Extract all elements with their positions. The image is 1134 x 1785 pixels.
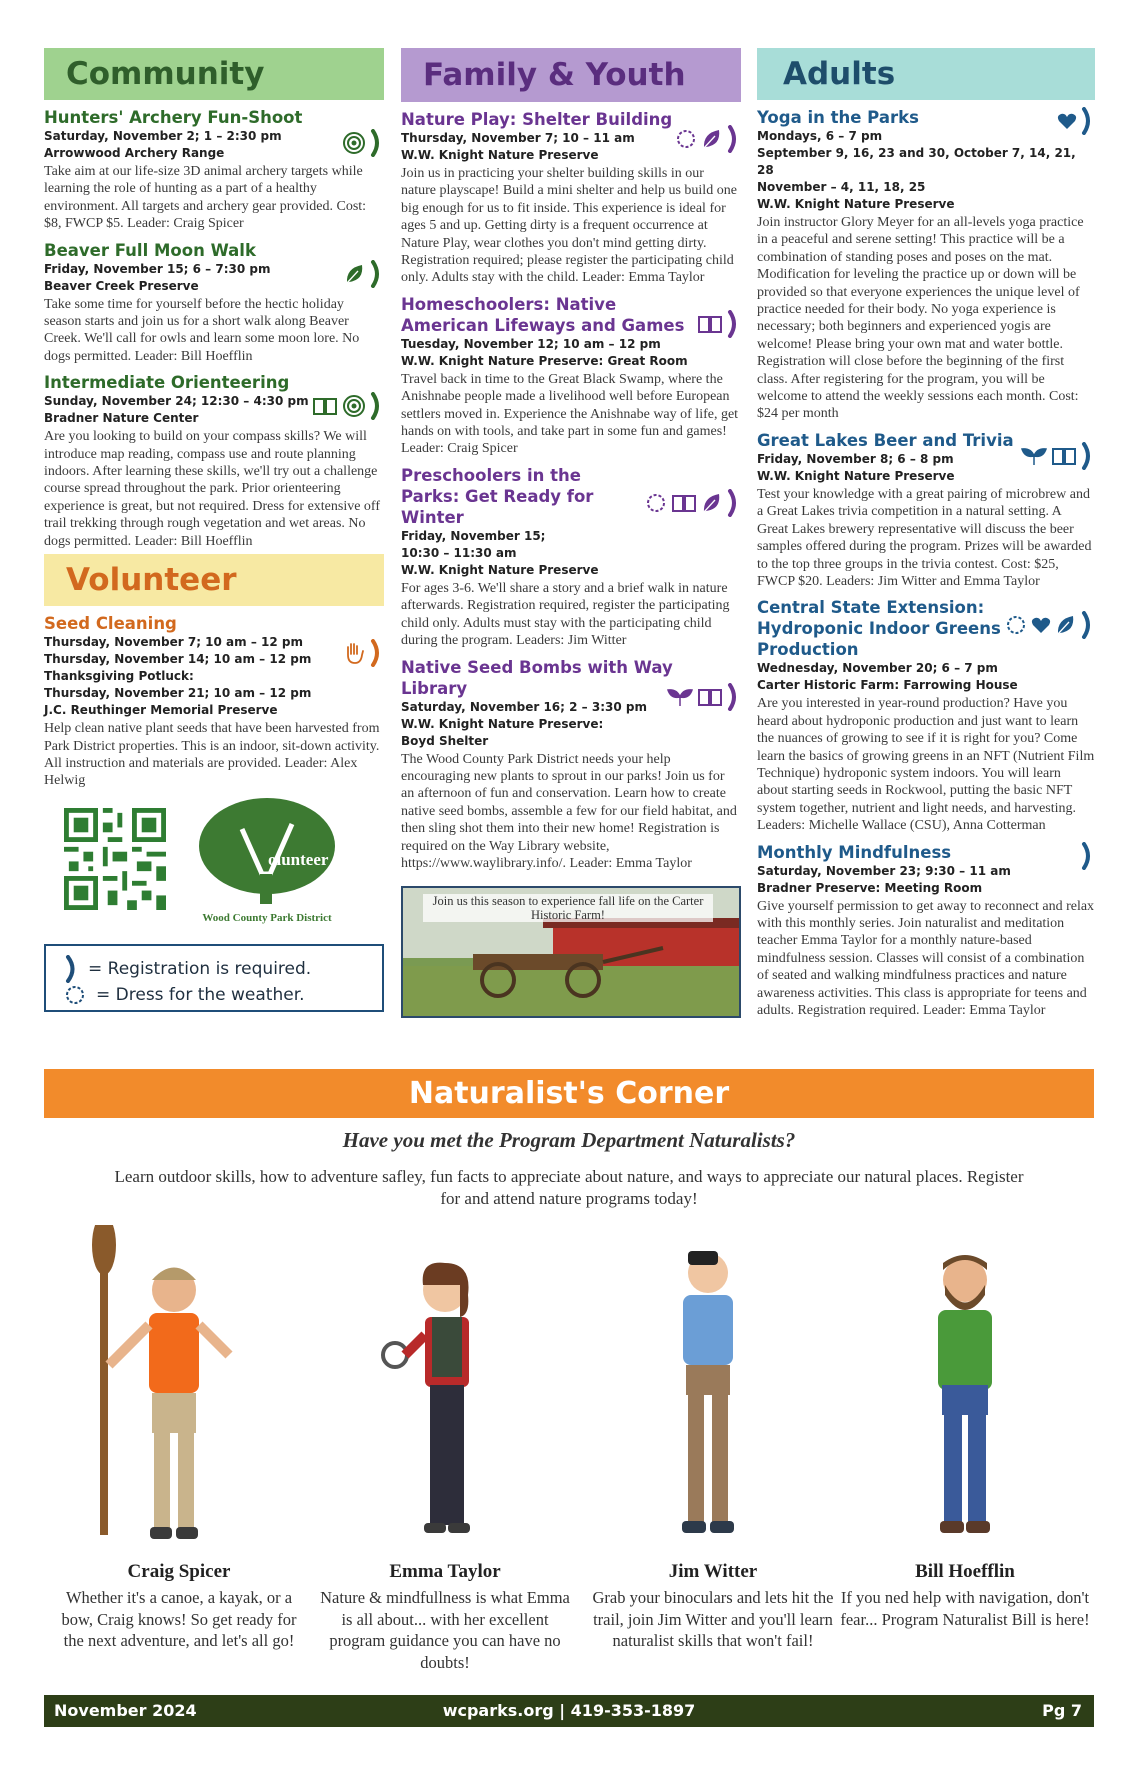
leaf-icon	[701, 491, 723, 515]
registration-phone-icon	[1081, 842, 1093, 870]
naturalist-card	[840, 1225, 1090, 1630]
leaf-icon	[701, 127, 723, 151]
event-date: Sunday, November 24; 12:30 – 4:30 pm	[44, 394, 309, 409]
farm-photo-caption: Join us this season to experience fall life on the Carter Historic Farm!	[423, 894, 713, 922]
naturalist-banner: Naturalist's Corner	[44, 1069, 1094, 1118]
naturalist-name: Craig Spicer	[127, 1561, 231, 1582]
event-homeschoolers	[401, 294, 741, 458]
legend-weather-text: = Dress for the weather.	[96, 984, 305, 1005]
community-column	[44, 48, 384, 1012]
event-description: The Wood County Park District needs your help encouraging new plants to sprout in our parks! Join us for an afternoon of fun and conservation. Learn how to create native seed bombs, assemble a few for our field habitat, and then sling shot them into their new home! Registration is required on the Way Library website, https://www.waylibrary.info/. Leader: Emma Taylor	[401, 751, 737, 871]
event-date: Friday, November 15; 6 – 7:30 pm	[44, 261, 271, 276]
event-title: Homeschoolers: Native American Lifeways and Games	[401, 294, 685, 335]
event-icons	[312, 392, 382, 420]
event-title: Seed Cleaning	[44, 614, 177, 634]
binoculars-person-illustration	[588, 1225, 838, 1555]
registration-phone-icon	[727, 125, 739, 153]
event-archery	[44, 107, 384, 233]
sun-weather-icon	[1005, 614, 1027, 636]
event-description: Take some time for yourself before the hectic holiday season starts and join us for a short walk along Beaver Creek. We'll call for owls and learn some moon lore. No dogs permitted. Leader: Bill Hoefflin	[44, 296, 360, 364]
event-icons	[645, 489, 739, 517]
event-description: Join us in practicing your shelter building skills in our nature playscape! Build a mini shelter and help us build one big enough for us to fit inside. This experience is ideal for ages 5 and up. Getting dirty is a frequent occurrence at Nature Play, wear clothes you don't mind getting dirty. Registration required; please register the participating child only. Adults stay with the child. Leader: Emma Taylor	[401, 166, 737, 286]
naturalist-intro: Learn outdoor skills, how to adventure safley, fun facts to appreciate about nature, and ways to appreciate our natural places. Register for and attend nature programs today!	[114, 1167, 1024, 1208]
footer-date: November 2024	[54, 1701, 197, 1720]
kayak-paddle-person-illustration	[54, 1225, 304, 1555]
event-location: Arrowwood Archery Range	[44, 146, 225, 160]
book-icon	[312, 396, 338, 416]
event-description: For ages 3-6. We'll share a story and a brief walk in nature afterwards. Registration required, register the participating child only. Adults must stay with the participating child during the program. Leaders: Jim Witter	[401, 580, 730, 649]
event-date: Saturday, November 2; 1 – 2:30 pm	[44, 129, 282, 143]
naturalist-name: Jim Witter	[668, 1561, 758, 1582]
legend-registration-text: = Registration is required.	[88, 958, 312, 979]
event-shelter-building	[401, 109, 741, 287]
event-icons	[1005, 611, 1093, 639]
event-location: W.W. Knight Nature Preserve: Great Room	[401, 353, 688, 368]
registration-phone-icon	[1081, 442, 1093, 470]
target-icon	[342, 131, 366, 155]
event-icons	[1021, 442, 1093, 470]
event-description: Are you interested in year-round production? Have you heard about hydroponic production and just want to learn the nuances of growing to see if it is right for you? Come learn the basics of growing greens in an NFT (Nutrient Film Technique) hydroponic system indoors. You will learn about starting seeds in Rockwool, putting the basic NFT system together, nutrient and light needs, and harvesting. Leaders: Michelle Wallace (CSU), Anna Cotterman	[757, 696, 1095, 834]
event-mindfulness	[757, 842, 1095, 1020]
registration-phone-icon	[64, 955, 78, 983]
volunteer-heading: Volunteer	[44, 554, 384, 606]
event-description: Help clean native plant seeds that have been harvested from Park District properties. This is an indoor, sit-down activity. All instruction and materials are provided. Leader: Alex Helwig	[44, 721, 380, 789]
event-title: Native Seed Bombs with Way Library	[401, 657, 673, 698]
event-date: Tuesday, November 12; 10 am – 12 pm	[401, 336, 661, 351]
farm-photo	[401, 886, 741, 1018]
event-date: Thanksgiving Potluck:	[44, 669, 194, 684]
naturalist-description: If you ned help with navigation, don't fear... Program Naturalist Bill is here!	[840, 1588, 1090, 1629]
event-description: Travel back in time to the Great Black Swamp, where the Anishnabe people made a livelihood well before European settlers moved in. Experience the Anishnabe way of life, get hands on with tools, and take part in some fun and games! Leader: Craig Spicer	[401, 371, 739, 457]
registration-phone-icon	[727, 683, 739, 711]
event-date: September 9, 16, 23 and 30, October 7, 14, 21, 28	[757, 146, 1076, 177]
event-hydroponic	[757, 597, 1095, 834]
sun-weather-icon	[675, 128, 697, 150]
leaf-icon	[1055, 613, 1077, 637]
event-icons	[344, 260, 382, 288]
book-icon	[697, 687, 723, 707]
event-icons	[342, 129, 382, 157]
event-title: Intermediate Orienteering	[44, 373, 290, 393]
adults-column	[757, 48, 1095, 1019]
event-icons	[342, 639, 382, 667]
event-seed-bombs	[401, 657, 741, 873]
naturalist-subheading: Have you met the Program Department Naturalists?	[342, 1128, 796, 1152]
event-location: J.C. Reuthinger Memorial Preserve	[44, 703, 278, 718]
naturalist-description: Whether it's a canoe, a kayak, or a bow, Craig knows! So get ready for the next adventure, and let's all go!	[61, 1588, 297, 1650]
sun-weather-icon	[64, 984, 86, 1006]
event-preschoolers	[401, 465, 741, 650]
naturalist-card	[320, 1225, 570, 1673]
page-footer	[44, 1695, 1094, 1727]
event-date: Friday, November 8; 6 – 8 pm	[757, 451, 954, 466]
family-column	[401, 48, 741, 1018]
naturalist-description: Nature & mindfullness is what Emma is all about... with her excellent program guidance you can have no doubts!	[320, 1588, 570, 1672]
naturalist-card	[588, 1225, 838, 1652]
event-icons	[1057, 107, 1093, 135]
event-moon-walk	[44, 240, 384, 366]
family-heading: Family & Youth	[401, 48, 741, 102]
event-date: Wednesday, November 20; 6 – 7 pm	[757, 661, 998, 676]
event-icons	[667, 683, 739, 711]
event-date: Mondays, 6 – 7 pm	[757, 129, 883, 143]
registration-phone-icon	[727, 310, 739, 338]
compass-person-illustration	[840, 1225, 1090, 1555]
event-icons	[1081, 842, 1093, 870]
event-date: November – 4, 11, 18, 25	[757, 180, 926, 194]
adults-heading: Adults	[757, 48, 1095, 100]
qr-code-icon[interactable]	[64, 808, 166, 910]
legend-weather	[64, 982, 368, 1008]
legend-registration	[64, 956, 368, 982]
event-seed-cleaning	[44, 613, 384, 790]
event-title: Yoga in the Parks	[757, 108, 919, 127]
event-yoga	[757, 107, 1095, 423]
event-orienteering	[44, 372, 384, 550]
event-time: 10:30 – 11:30 am	[401, 545, 517, 560]
event-location: Bradner Preserve: Meeting Room	[757, 880, 983, 895]
event-title: Nature Play: Shelter Building	[401, 110, 673, 129]
event-location: W.W. Knight Nature Preserve	[401, 562, 599, 577]
sprout-icon	[667, 687, 693, 707]
event-title: Monthly Mindfulness	[757, 842, 952, 862]
event-location: Beaver Creek Preserve	[44, 278, 199, 293]
hand-icon	[342, 641, 366, 665]
naturalist-figure	[54, 1225, 304, 1555]
registration-phone-icon	[370, 260, 382, 288]
event-date: Thursday, November 14; 10 am – 12 pm	[44, 652, 312, 667]
community-heading: Community	[44, 48, 384, 100]
magnifying-glass-person-illustration	[320, 1225, 570, 1555]
registration-phone-icon	[1081, 611, 1093, 639]
event-location: W.W. Knight Nature Preserve:	[401, 716, 604, 731]
event-title: Beaver Full Moon Walk	[44, 240, 256, 260]
event-date: Saturday, November 16; 2 – 3:30 pm	[401, 699, 647, 714]
registration-phone-icon	[370, 392, 382, 420]
registration-phone-icon	[727, 489, 739, 517]
naturalist-figure	[588, 1225, 838, 1555]
event-location: W.W. Knight Nature Preserve	[757, 468, 955, 483]
event-title: Central State Extension: Hydroponic Indoor Greens Production	[757, 598, 1001, 660]
heart-icon	[1031, 616, 1051, 634]
naturalist-figure	[840, 1225, 1090, 1555]
volunteer-qr-area	[44, 808, 384, 928]
event-date: Thursday, November 21; 10 am – 12 pm	[44, 686, 312, 701]
registration-phone-icon	[1081, 107, 1093, 135]
book-icon	[671, 493, 697, 513]
event-location: Carter Historic Farm: Farrowing House	[757, 678, 1018, 693]
event-icons	[675, 125, 739, 153]
event-date: Friday, November 15;	[401, 528, 546, 543]
footer-page-number: Pg 7	[1042, 1701, 1082, 1720]
event-date: Thursday, November 7; 10 am – 12 pm	[44, 635, 303, 650]
naturalist-description: Grab your binoculars and lets hit the trail, join Jim Witter and you'll learn naturalist skills that won't fail!	[592, 1588, 834, 1650]
event-location: Boyd Shelter	[401, 733, 489, 748]
event-location: W.W. Knight Nature Preserve	[401, 148, 599, 162]
event-date: Thursday, November 7; 10 – 11 am	[401, 131, 635, 145]
event-description: Give yourself permission to get away to reconnect and relax with this monthly series. Join naturalist and meditation teacher Emma Taylor for a monthly nature-based mindfulness session. Classes will consist of a combination of seated and walking mindfulness practices and nature awareness activities. This class is appropriate for teens and adults. Registration required. Leader: Emma Taylor	[757, 898, 1095, 1018]
registration-phone-icon	[370, 129, 382, 157]
book-icon	[697, 314, 723, 334]
icon-legend	[44, 944, 384, 1012]
event-description: Take aim at our life-size 3D animal archery targets while learning the role of hunting as a part of a healthy environment. All targets and archery gear provided. Cost: $8, FWCP $5. Leader: Craig Spicer	[44, 164, 367, 232]
event-title: Great Lakes Beer and Trivia	[757, 430, 1014, 450]
event-location: Bradner Nature Center	[44, 411, 199, 426]
event-date: Saturday, November 23; 9:30 – 11 am	[757, 863, 1011, 878]
event-title: Preschoolers in the Parks: Get Ready for Winter	[401, 465, 594, 527]
event-description: Join instructor Glory Meyer for an all-levels yoga practice in a peaceful and serene setting! This practice will be a combination of standing poses and poses on the mat. Modification for leveling the practice up or down will be provided so that everyone experiences the unique level of practice needed for their body. No yoga experience is necessary; both beginners and experienced yogis are welcome! Please bring your own mat and water bottle. Registration will close before the beginning of the first class. After registering for the program, you will be welcome to attend the weekly sessions each month. Cost: $24 per month	[757, 215, 1084, 422]
book-icon	[1051, 446, 1077, 466]
footer-contact[interactable]: wcparks.org | 419-353-1897	[442, 1701, 696, 1720]
heart-icon	[1057, 112, 1077, 130]
naturalist-card	[54, 1225, 304, 1652]
volunteer-logo-text: olunteer	[268, 849, 329, 869]
naturalist-figure	[320, 1225, 570, 1555]
volunteer-logo-caption: Wood County Park District	[202, 911, 332, 924]
target-icon	[342, 394, 366, 418]
leaf-icon	[344, 262, 366, 286]
sprout-icon	[1021, 446, 1047, 466]
naturalist-name: Bill Hoefflin	[915, 1561, 1015, 1582]
sun-weather-icon	[645, 492, 667, 514]
naturalist-name: Emma Taylor	[389, 1561, 501, 1582]
event-icons	[697, 310, 739, 338]
event-title: Hunters' Archery Fun-Shoot	[44, 108, 303, 127]
event-beer-trivia	[757, 430, 1095, 590]
registration-phone-icon	[370, 639, 382, 667]
volunteer-logo	[192, 794, 342, 934]
event-location: W.W. Knight Nature Preserve	[757, 197, 955, 211]
event-description: Test your knowledge with a great pairing of microbrew and a Great Lakes trivia competition in a natural setting. A Great Lakes brewery representative will discuss the beer samples offered during the program. Prizes will be awarded to the top three groups in the trivia contest. Cost: $25, FWCP $20. Leaders: Jim Witter and Emma Taylor	[757, 486, 1092, 589]
event-description: Are you looking to build on your compass skills? We will introduce map reading, compass use and route planning indoors. After learning these skills, we'll try out a challenge course spread throughout the park. Prior orienteering experience is great, but not required. Dress for extensive off trail trekking through rough vegetation and wet areas. No dogs permitted. Leader: Bill Hoefflin	[44, 429, 381, 549]
